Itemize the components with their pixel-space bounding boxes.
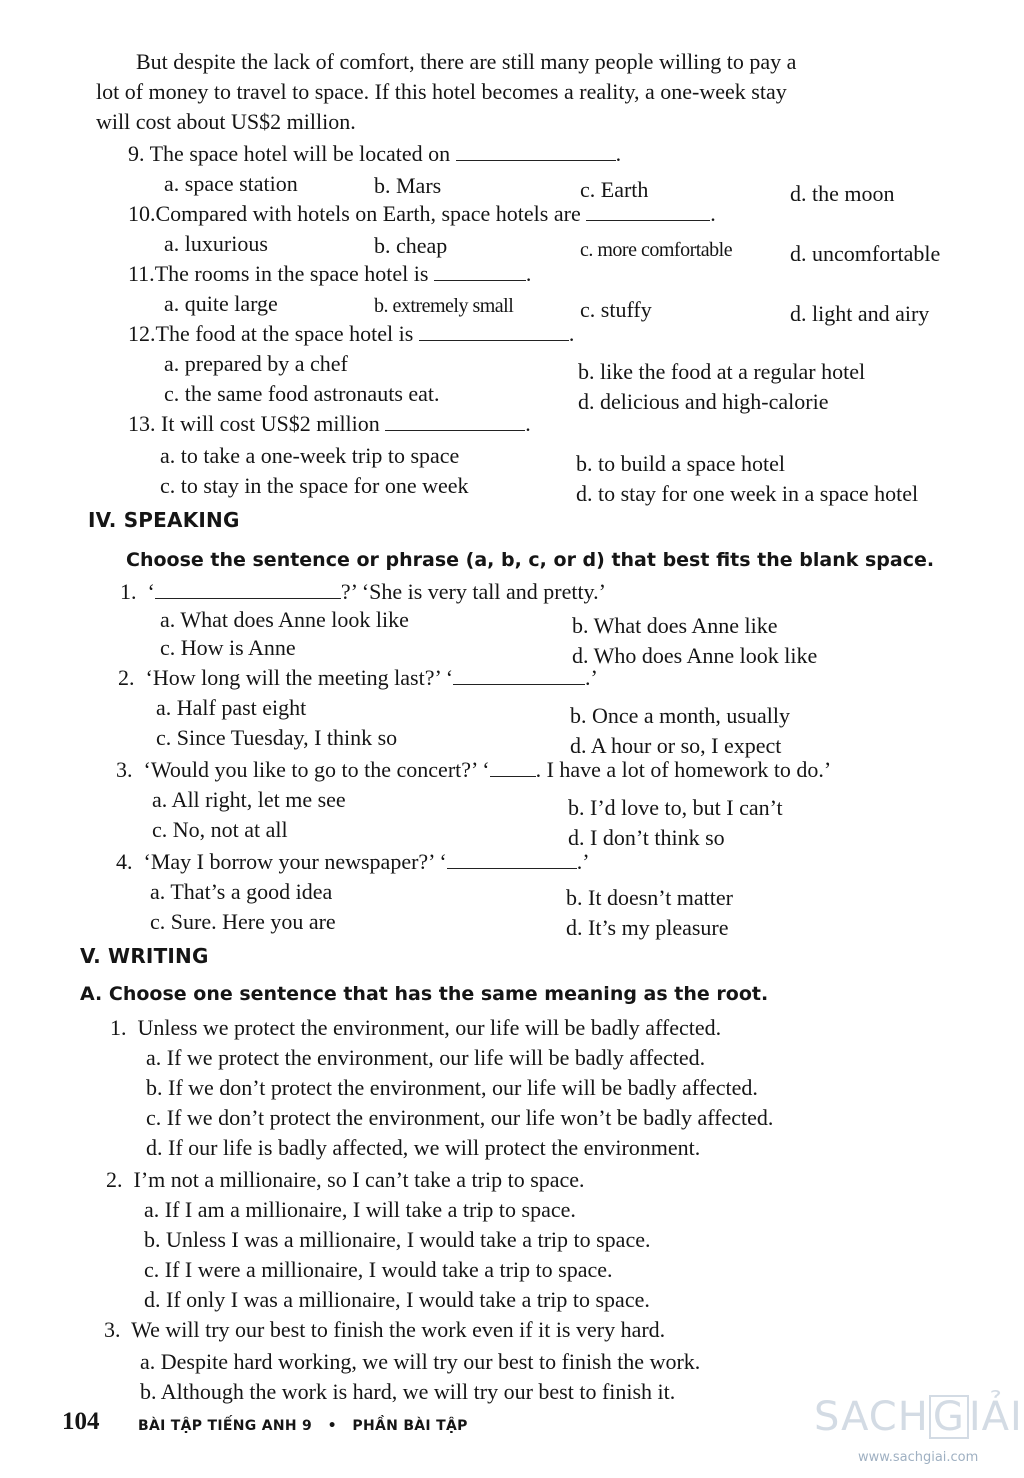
q11-option-b[interactable]: b. extremely small — [374, 295, 514, 317]
q10-option-d[interactable]: d. uncomfortable — [790, 241, 941, 266]
s1-option-d[interactable]: d. Who does Anne look like — [572, 643, 818, 668]
s1-option-a[interactable]: a. What does Anne look like — [160, 607, 409, 632]
q12-option-b[interactable]: b. like the food at a regular hotel — [578, 359, 866, 384]
s4-option-c[interactable]: c. Sure. Here you are — [150, 909, 336, 934]
q12-option-d[interactable]: d. delicious and high-calorie — [578, 389, 829, 414]
q11-option-a[interactable]: a. quite large — [164, 291, 278, 316]
w3-option-b[interactable]: b. Although the work is hard, we will try our best to finish it. — [140, 1379, 676, 1404]
writing-question-2: 2. I’m not a millionaire, so I can’t take a trip to space. — [106, 1167, 585, 1192]
answer-blank[interactable] — [385, 412, 525, 431]
intro-line-3: will cost about US$2 million. — [96, 109, 356, 134]
answer-blank[interactable] — [434, 262, 526, 281]
w2-option-b[interactable]: b. Unless I was a millionaire, I would take a trip to space. — [144, 1227, 651, 1252]
footer-book-title: BÀI TẬP TIẾNG ANH 9 • PHẦN BÀI TẬP — [138, 1418, 468, 1434]
footer-bullet: • — [327, 1418, 337, 1434]
sachgiai-logo: SACH G IẢI — [814, 1394, 1023, 1440]
q13-option-a[interactable]: a. to take a one-week trip to space — [160, 443, 460, 468]
question-13: 13. It will cost US$2 million . — [128, 411, 531, 436]
q13-option-d[interactable]: d. to stay for one week in a space hotel — [576, 481, 919, 506]
q11-option-d[interactable]: d. light and airy — [790, 301, 930, 326]
q13-option-c[interactable]: c. to stay in the space for one week — [160, 473, 469, 498]
s1-option-c[interactable]: c. How is Anne — [160, 635, 296, 660]
question-10: 10.Compared with hotels on Earth, space hotels are . — [128, 201, 716, 226]
q13-option-b[interactable]: b. to build a space hotel — [576, 451, 785, 476]
question-12: 12.The food at the space hotel is . — [128, 321, 575, 346]
s3-option-d[interactable]: d. I don’t think so — [568, 825, 725, 850]
s2-option-a[interactable]: a. Half past eight — [156, 695, 307, 720]
q9-option-b[interactable]: b. Mars — [374, 173, 442, 198]
q10-option-c[interactable]: c. more comfortable — [580, 239, 733, 261]
speaking-question-3: 3. ‘Would you like to go to the concert?’ ‘ . I have a lot of homework to do.’ — [116, 757, 832, 782]
w1-option-b[interactable]: b. If we don’t protect the environment, our life will be badly affected. — [146, 1075, 758, 1100]
section-heading-writing: V. WRITING — [80, 944, 209, 968]
writing-subheading: A. Choose one sentence that has the same meaning as the root. — [80, 983, 769, 1005]
w2-option-d[interactable]: d. If only I was a millionaire, I would take a trip to space. — [144, 1287, 650, 1312]
answer-blank[interactable] — [453, 666, 585, 685]
writing-question-1: 1. Unless we protect the environment, our life will be badly affected. — [110, 1015, 722, 1040]
answer-blank[interactable] — [155, 580, 341, 599]
w1-option-a[interactable]: a. If we protect the environment, our life will be badly affected. — [146, 1045, 706, 1070]
w2-option-a[interactable]: a. If I am a millionaire, I will take a trip to space. — [144, 1197, 576, 1222]
w3-option-a[interactable]: a. Despite hard working, we will try our best to finish the work. — [140, 1349, 701, 1374]
intro-line-2: lot of money to travel to space. If this hotel becomes a reality, a one-week stay — [96, 79, 787, 104]
page-number: 104 — [62, 1408, 100, 1435]
w1-option-c[interactable]: c. If we don’t protect the environment, our life won’t be badly affected. — [146, 1105, 774, 1130]
s2-option-d[interactable]: d. A hour or so, I expect — [570, 733, 782, 758]
q11-option-c[interactable]: c. stuffy — [580, 297, 652, 322]
speaking-question-1: 1. ‘ ?’ ‘She is very tall and pretty.’ — [120, 579, 606, 604]
writing-question-3: 3. We will try our best to finish the work even if it is very hard. — [104, 1317, 666, 1342]
answer-blank[interactable] — [456, 142, 616, 161]
logo-box-letter: G — [929, 1395, 969, 1439]
speaking-question-4: 4. ‘May I borrow your newspaper?’ ‘ .’ — [116, 849, 590, 874]
s2-option-b[interactable]: b. Once a month, usually — [570, 703, 790, 728]
watermark-url[interactable]: www.sachgiai.com — [858, 1450, 979, 1465]
speaking-instruction: Choose the sentence or phrase (a, b, c, or d) that best fits the blank space. — [126, 549, 935, 571]
w2-option-c[interactable]: c. If I were a millionaire, I would take a trip to space. — [144, 1257, 613, 1282]
s1-option-b[interactable]: b. What does Anne like — [572, 613, 778, 638]
q9-option-d[interactable]: d. the moon — [790, 181, 895, 206]
q12-option-c[interactable]: c. the same food astronauts eat. — [164, 381, 440, 406]
answer-blank[interactable] — [586, 202, 710, 221]
s3-option-a[interactable]: a. All right, let me see — [152, 787, 346, 812]
answer-blank[interactable] — [490, 758, 536, 777]
intro-line-1: But despite the lack of comfort, there are still many people willing to pay a — [136, 49, 797, 74]
speaking-question-2: 2. ‘How long will the meeting last?’ ‘ .’ — [118, 665, 598, 690]
s4-option-b[interactable]: b. It doesn’t matter — [566, 885, 733, 910]
answer-blank[interactable] — [447, 850, 577, 869]
question-11: 11.The rooms in the space hotel is . — [128, 261, 532, 286]
q9-option-a[interactable]: a. space station — [164, 171, 298, 196]
s4-option-a[interactable]: a. That’s a good idea — [150, 879, 333, 904]
s3-option-c[interactable]: c. No, not at all — [152, 817, 288, 842]
q9-option-c[interactable]: c. Earth — [580, 177, 649, 202]
w1-option-d[interactable]: d. If our life is badly affected, we will protect the environment. — [146, 1135, 701, 1160]
s3-option-b[interactable]: b. I’d love to, but I can’t — [568, 795, 783, 820]
question-9: 9. The space hotel will be located on . — [128, 141, 622, 166]
q10-option-b[interactable]: b. cheap — [374, 233, 448, 258]
q12-option-a[interactable]: a. prepared by a chef — [164, 351, 348, 376]
section-heading-speaking: IV. SPEAKING — [88, 508, 240, 532]
answer-blank[interactable] — [419, 322, 569, 341]
q10-option-a[interactable]: a. luxurious — [164, 231, 268, 256]
s2-option-c[interactable]: c. Since Tuesday, I think so — [156, 725, 398, 750]
s4-option-d[interactable]: d. It’s my pleasure — [566, 915, 729, 940]
